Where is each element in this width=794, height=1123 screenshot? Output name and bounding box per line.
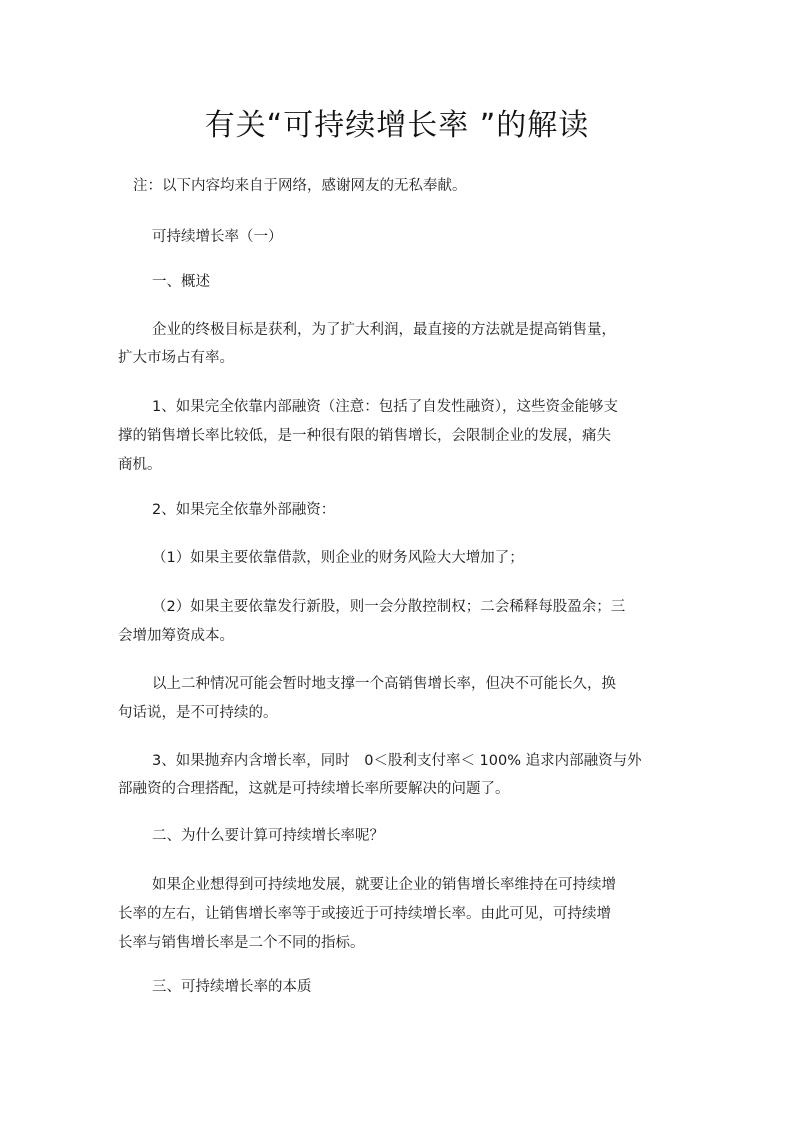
paragraph-2-line-2: 撑的销售增长率比较低，是一种很有限的销售增长，会限制企业的发展，痛失 — [118, 428, 611, 444]
note-text: 注：以下内容均来自于网络，感谢网友的无私奉献。 — [133, 178, 467, 194]
document-title: 有关“可持续增长率 ”的解读 — [204, 108, 590, 143]
paragraph-5-line-1: （2）如果主要依靠发行新股，则一会分散控制权；二会稀释每股盈余；三 — [152, 599, 626, 615]
paragraph-6-line-1: 以上二种情况可能会暂时地支撑一个高销售增长率，但决不可能长久，换 — [152, 676, 616, 692]
paragraph-1-line-1: 企业的终极目标是获利，为了扩大利润，最直接的方法就是提高销售量， — [152, 322, 616, 338]
paragraph-2-line-1: 1、如果完全依靠内部融资（注意：包括了自发性融资），这些资金能够支 — [152, 399, 618, 415]
paragraph-8-line-3: 长率与销售增长率是二个不同的指标。 — [118, 935, 365, 951]
paragraph-5-line-2: 会增加筹资成本。 — [118, 628, 234, 644]
paragraph-8-line-1: 如果企业想得到可持续地发展，就要让企业的销售增长率维持在可持续增 — [152, 877, 616, 893]
paragraph-2-line-3: 商机。 — [118, 457, 162, 473]
heading-why: 二、为什么要计算可持续增长率呢？ — [152, 828, 384, 844]
paragraph-1-line-2: 扩大市场占有率。 — [118, 350, 234, 366]
paragraph-3-line-1: 2、如果完全依靠外部融资： — [152, 502, 336, 518]
paragraph-8-line-2: 长率的左右，让销售增长率等于或接近于可持续增长率。由此可见，可持续增 — [118, 906, 611, 922]
section-title: 可持续增长率（一） — [152, 229, 283, 245]
paragraph-7-line-1: 3、如果抛弃内含增长率，同时 0＜股利支付率＜ 100% 追求内部融资与外 — [152, 753, 642, 769]
heading-overview: 一、概述 — [152, 274, 210, 290]
paragraph-4-line-1: （1）如果主要依靠借款，则企业的财务风险大大增加了； — [152, 550, 524, 566]
paragraph-7-line-2: 部融资的合理搭配，这就是可持续增长率所要解决的问题了。 — [118, 781, 510, 797]
heading-essence: 三、可持续增长率的本质 — [152, 979, 312, 995]
paragraph-6-line-2: 句话说，是不可持续的。 — [118, 705, 278, 721]
